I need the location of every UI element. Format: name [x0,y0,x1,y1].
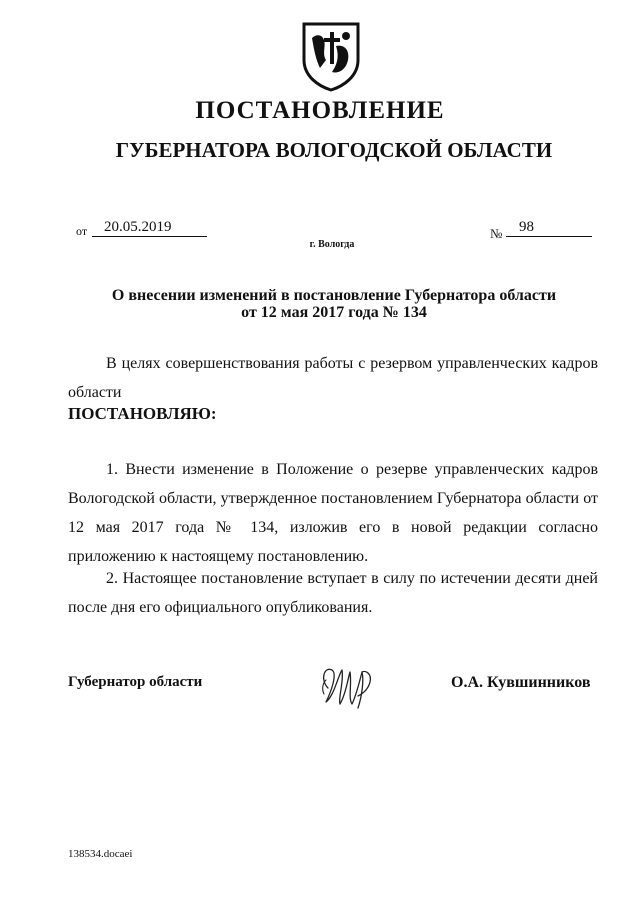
document-issuer: ГУБЕРНАТОРА ВОЛОГОДСКОЙ ОБЛАСТИ [115,138,553,162]
preamble-paragraph: В целях совершенствования работы с резервом управленческих кадров области [68,355,598,401]
clause-2: 2. Настоящее постановление вступает в силу по истечении десяти дней после дня его официального опубликования. [68,570,598,616]
number-prefix: № [490,226,503,241]
document-title: ПОСТАНОВЛЕНИЕ [195,97,445,124]
signer-name: О.А. Кувшинников [451,674,591,691]
clause-1: 1. Внести изменение в Положение о резерве управленческих кадров Вологодской области, утвержденное постановлением Губернатора области от 12 мая 2017 года № 134, изложив его в новой редакции согласно приложению к настоящему постановлению. [68,461,598,565]
subject-line-1: О внесении изменений в постановление Губернатора области [111,287,557,304]
file-reference: 138534.docaei [68,848,133,860]
document-date: 20.05.2019 [104,219,172,235]
subject-line-2: от 12 мая 2017 года № 134 [241,304,427,321]
coat-of-arms-icon [300,20,362,92]
date-prefix: от [76,224,88,238]
handwritten-signature [318,660,378,712]
document-number: 98 [519,219,534,235]
decree-word: ПОСТАНОВЛЯЮ: [68,404,217,423]
city: г. Вологда [309,239,355,250]
signer-title: Губернатор области [68,674,203,690]
